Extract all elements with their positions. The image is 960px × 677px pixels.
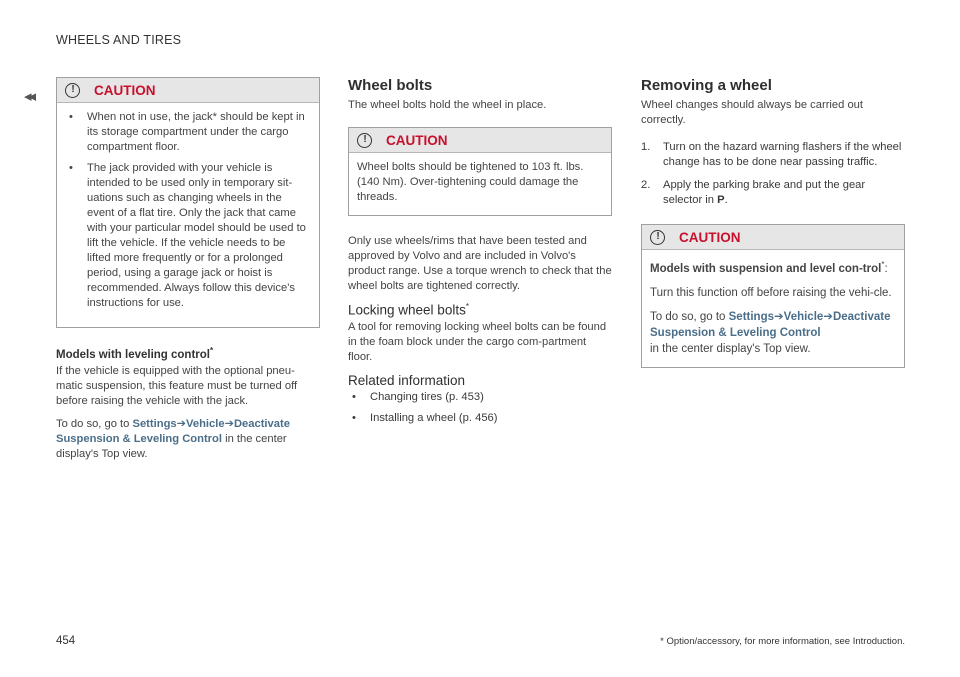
warning-icon: !: [357, 133, 372, 148]
arrow-right-icon: ➔: [224, 417, 234, 430]
warning-icon: !: [65, 83, 80, 98]
caution-text: Wheel bolts should be tightened to 103 ft. lbs. (140 Nm). Over-tightening could damage the threads.: [357, 161, 584, 203]
arrow-right-icon: ➔: [176, 417, 187, 430]
list-item: • The jack provided with your vehicle is intended to be used only in temporary sit-uations such as changing wheels in the event of a flat tire. Only the jack that came with your particular model should be used to lift the vehicle. If the vehicle needs to be lifted more frequently or for a prolonged period, using a garage jack or hoist is recommended. Always follow this device's instructions for use.: [65, 161, 311, 311]
locking-bolts-text: A tool for removing locking wheel bolts can be found in the foam block under the cargo com-partment floor.: [348, 320, 607, 363]
footnote: * Option/accessory, for more information, see Introduction.: [660, 636, 905, 647]
arrow-right-icon: ➔: [823, 310, 833, 323]
caution-title: CAUTION: [94, 82, 156, 98]
nav-deactivate-link[interactable]: Deactivate Suspension & Leveling Control: [56, 417, 290, 445]
related-link[interactable]: • Installing a wheel (p. 456): [348, 411, 612, 426]
leveling-heading: Models with leveling control*: [56, 346, 214, 361]
locking-bolts-heading: Locking wheel bolts*: [348, 302, 469, 318]
list-item: 2. Apply the parking brake and put the gear selector in P.: [641, 179, 866, 206]
nav-deactivate-link[interactable]: Deactivate Suspension & Leveling Control: [650, 310, 891, 339]
removing-wheel-intro: Wheel changes should always be carried out correctly.: [641, 99, 864, 126]
wheel-bolts-title: Wheel bolts: [348, 77, 433, 94]
section-header: WHEELS AND TIRES: [56, 33, 182, 47]
caution-body: [642, 250, 904, 367]
continued-icon: ◂◂: [24, 88, 34, 105]
caution-bullet-list: [65, 110, 311, 311]
page-number: 454: [56, 635, 76, 647]
leveling-paragraph: If the vehicle is equipped with the optional pneu-matic suspension, this feature must be turned off before raising the vehicle with the jack.: [56, 364, 298, 407]
related-info-heading: Related information: [348, 372, 466, 388]
removing-wheel-title: Removing a wheel: [641, 77, 772, 94]
caution-header: [642, 225, 904, 250]
column-2: [348, 77, 612, 432]
leveling-nav-instructions: To do so, go to Settings➔Vehicle➔Deactivate Suspension & Leveling Control in the center display's Top view.: [56, 417, 290, 460]
caution-header: [349, 128, 611, 153]
nav-vehicle-link[interactable]: Vehicle: [783, 310, 824, 323]
wheel-bolts-paragraph: Only use wheels/rims that have been tested and approved by Volvo and are included in Volvo's product range. Use a torque wrench to check that the wheel bolts are tightened correctly.: [348, 235, 612, 292]
nav-settings-link[interactable]: Settings: [728, 310, 775, 323]
caution-box-jack: [56, 77, 320, 328]
caution-title: CAUTION: [386, 132, 448, 148]
nav-settings-link[interactable]: Settings: [132, 417, 177, 430]
caution-nav-instructions: To do so, go to Settings➔Vehicle➔Deactivate Suspension & Leveling Control in the center display's Top view.: [650, 310, 891, 355]
column-1: [56, 77, 320, 470]
caution-text: Turn this function off before raising the vehi-cle.: [650, 286, 892, 299]
warning-icon: !: [650, 230, 665, 245]
caution-box-suspension: [641, 224, 905, 368]
caution-title: CAUTION: [679, 229, 741, 245]
caution-subheading: Models with suspension and level con-trol*:: [650, 260, 888, 275]
arrow-right-icon: ➔: [774, 310, 784, 323]
list-item: 1. Turn on the hazard warning flashers if the wheel change has to be done near passing traffic.: [641, 141, 902, 168]
caution-box-bolts: [348, 127, 612, 216]
related-info-list: [348, 390, 612, 426]
related-link[interactable]: • Changing tires (p. 453): [348, 390, 612, 405]
caution-body: [349, 153, 611, 215]
list-item: • When not in use, the jack* should be kept in its storage compartment under the cargo compartment floor.: [65, 110, 311, 155]
column-3: [641, 77, 905, 386]
steps-list: [641, 140, 905, 208]
wheel-bolts-intro: The wheel bolts hold the wheel in place.: [348, 99, 547, 111]
caution-body: [57, 103, 319, 327]
nav-vehicle-link[interactable]: Vehicle: [186, 417, 225, 430]
caution-header: [57, 78, 319, 103]
